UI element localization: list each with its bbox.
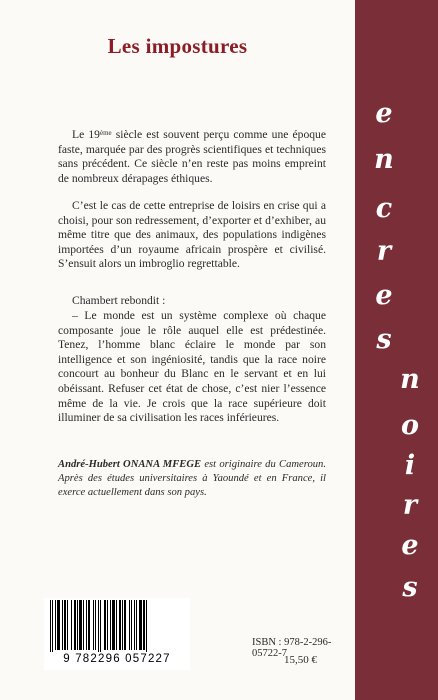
band-letter: r [376, 236, 392, 267]
band-letter: e [375, 98, 393, 129]
band-letter: s [402, 572, 418, 603]
book-title: Les impostures [107, 34, 248, 58]
collection-band [355, 0, 438, 700]
band-letter: c [375, 193, 393, 224]
band-letter: e [375, 280, 393, 311]
price: 15,50 € [284, 654, 317, 666]
para1-rest: siècle est souvent perçu comme une époque faste, marquée par des progrès scientifiques et techniques sans précédent. Ce siècle n’en reste pas moins empreint de nombreux dérapages éthiques. [58, 128, 326, 185]
author-bio-text: est originaire du Cameroun. Après des études universitaires à Yaoundé et en France, il exerce actuellement dans son pays. [58, 459, 326, 498]
barcode-number: 9 782296 057227 [63, 653, 171, 665]
band-letter: e [401, 530, 419, 561]
synopsis-quote: – Le monde est un système complexe où chaque composante joue le rôle auquel elle est prédestinée. Tenez, l’homme blanc éclaire le monde par son intelligence et son ingéniosité, tandis que la race noire concourt au bonheur du Blanc en le servant et en lui obéissant. Refuser cet état de chose, c’est nier l’essence même de la vie. Je crois que la race supérieure doit illuminer de sa civilisation les races inférieures. [58, 309, 326, 425]
author-bio [58, 458, 326, 500]
synopsis-paragraph-1 [58, 128, 326, 186]
barcode [44, 598, 190, 670]
band-letter: r [402, 490, 418, 521]
isbn: ISBN : 978-2-296-05722-7 [252, 637, 332, 659]
band-letter: i [404, 450, 416, 481]
synopsis-paragraph-2: C’est le cas de cette entreprise de loisirs en crise qui a choisi, pour son redressement, d’exporter et d’exhiber, au même titre que des animaux, des populations indigènes importées d’un royaume africain prospère et civilisé. S’ensuit alors un imbroglio regrettable. [58, 199, 326, 271]
band-letter: o [400, 410, 419, 441]
para1-start: Le 19 [72, 128, 100, 141]
barcode-bars [50, 600, 184, 652]
band-letter: s [376, 324, 392, 355]
band-letter: n [400, 364, 420, 395]
band-letter: n [374, 144, 394, 175]
author-name: André-Hubert ONANA MFEGE [58, 459, 202, 470]
synopsis-paragraph-3-intro: Chambert rebondit : [72, 294, 166, 307]
para1-superscript: ème [99, 129, 112, 137]
